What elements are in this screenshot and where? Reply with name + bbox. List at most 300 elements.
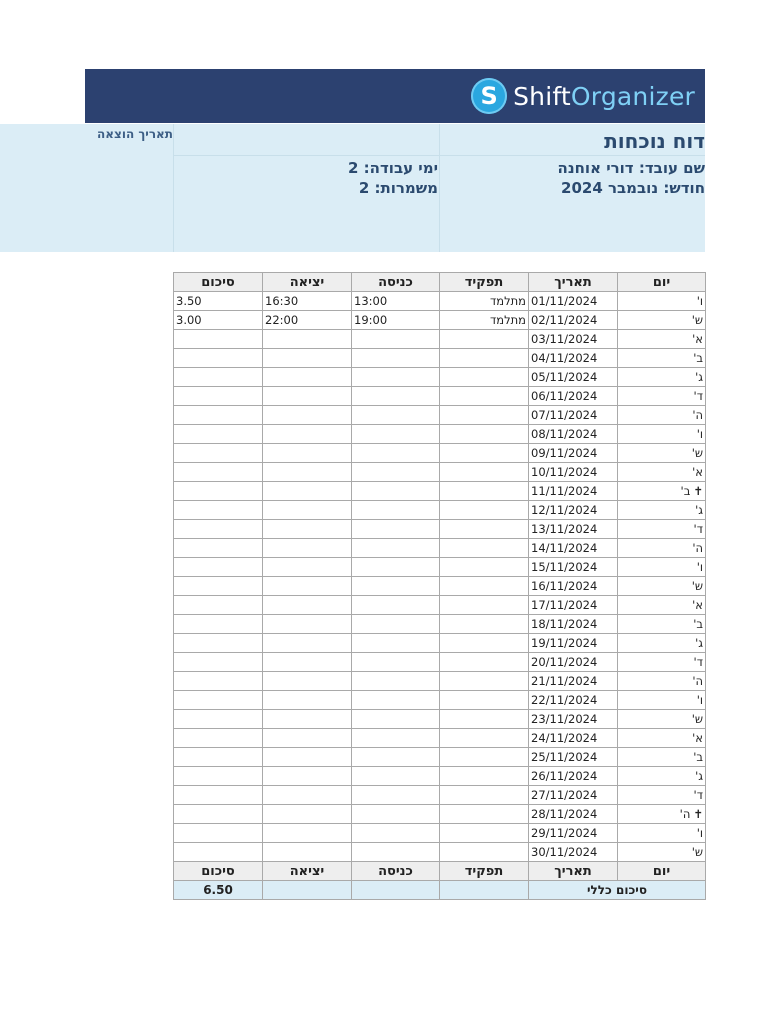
cell-role-text: מתלמד (490, 313, 526, 327)
cell-date-text: 02/11/2024 (531, 313, 598, 327)
cell-date-text: 20/11/2024 (531, 655, 598, 669)
shiftorganizer-logo (471, 77, 695, 115)
cell-date-text: 16/11/2024 (531, 579, 598, 593)
cell-in (352, 710, 440, 729)
cell-role (440, 387, 529, 406)
cell-date (529, 368, 618, 387)
attendance-table (173, 272, 706, 900)
table-row (174, 425, 706, 444)
cell-day-text: ש' (691, 446, 703, 460)
cell-day (618, 843, 706, 862)
cell-out (263, 824, 352, 843)
cell-sum (174, 330, 263, 349)
cell-in (352, 444, 440, 463)
table-row (174, 615, 706, 634)
cell-date (529, 463, 618, 482)
cell-sum (174, 539, 263, 558)
cell-day (618, 710, 706, 729)
cell-in (352, 653, 440, 672)
cell-day (618, 387, 706, 406)
divider (439, 124, 440, 252)
cell-day-text: ג' (695, 636, 703, 650)
cell-date (529, 615, 618, 634)
cell-date (529, 425, 618, 444)
cell-role (440, 463, 529, 482)
cell-role (440, 634, 529, 653)
cell-out (263, 767, 352, 786)
cell-role (440, 349, 529, 368)
cell-date-text: 22/11/2024 (531, 693, 598, 707)
total-label: סיכום כללי (529, 881, 706, 900)
cell-date (529, 843, 618, 862)
cell-sum (174, 824, 263, 843)
cell-role (440, 748, 529, 767)
logo-s-icon: S (471, 78, 507, 114)
cell-day-text: ה' (692, 408, 703, 422)
cell-sum (174, 501, 263, 520)
cell-day-text: ה' (679, 807, 691, 821)
cell-in (352, 729, 440, 748)
cell-out (263, 444, 352, 463)
total-out-cell (263, 881, 352, 900)
cell-day (618, 349, 706, 368)
cell-day-text: ש' (691, 579, 703, 593)
cell-out (263, 843, 352, 862)
col-header-sum: סיכום (174, 273, 263, 292)
cell-role (440, 292, 529, 311)
cell-date-text: 14/11/2024 (531, 541, 598, 555)
cell-out (263, 596, 352, 615)
cell-date (529, 653, 618, 672)
cell-role (440, 596, 529, 615)
cell-day-text: ו' (696, 560, 703, 574)
cell-out-text: 22:00 (265, 313, 299, 327)
table-row (174, 672, 706, 691)
cell-in (352, 539, 440, 558)
cell-in (352, 824, 440, 843)
cell-out (263, 672, 352, 691)
cell-in (352, 463, 440, 482)
cell-sum (174, 558, 263, 577)
cell-in (352, 577, 440, 596)
cell-day-text: ב' (693, 617, 703, 631)
cell-role (440, 691, 529, 710)
cell-in (352, 558, 440, 577)
cell-in (352, 349, 440, 368)
cell-role (440, 805, 529, 824)
cell-date-text: 23/11/2024 (531, 712, 598, 726)
cell-date-text: 12/11/2024 (531, 503, 598, 517)
cell-day-text: ד' (693, 655, 703, 669)
cell-date (529, 691, 618, 710)
cell-in (352, 330, 440, 349)
cell-role (440, 368, 529, 387)
table-row (174, 501, 706, 520)
cell-date (529, 634, 618, 653)
cell-date (529, 520, 618, 539)
cell-day (618, 292, 706, 311)
cell-day (618, 596, 706, 615)
cell-day-text: ד' (693, 522, 703, 536)
cell-date (529, 501, 618, 520)
cell-out (263, 425, 352, 444)
cell-date (529, 558, 618, 577)
cell-sum (174, 596, 263, 615)
col-header-day: יום (618, 273, 706, 292)
cell-out (263, 349, 352, 368)
cell-role (440, 577, 529, 596)
cell-role (440, 710, 529, 729)
col-header-role: תפקיד (440, 273, 529, 292)
cell-day (618, 824, 706, 843)
table-row (174, 767, 706, 786)
cell-role-text: מתלמד (490, 294, 526, 308)
cell-sum (174, 805, 263, 824)
cell-day (618, 691, 706, 710)
cell-day (618, 501, 706, 520)
cell-sum (174, 482, 263, 501)
cell-date (529, 539, 618, 558)
cell-date-text: 01/11/2024 (531, 294, 598, 308)
table-row (174, 311, 706, 330)
cell-out (263, 387, 352, 406)
cell-out (263, 729, 352, 748)
cell-sum (174, 710, 263, 729)
cell-in (352, 425, 440, 444)
cell-date-text: 18/11/2024 (531, 617, 598, 631)
cell-role (440, 406, 529, 425)
total-row (174, 881, 706, 900)
cell-date (529, 729, 618, 748)
cell-out (263, 710, 352, 729)
cell-day (618, 425, 706, 444)
employee-name: שם עובד: דורי אוחנה (557, 159, 705, 177)
total-sum: 6.50 (174, 881, 263, 900)
cell-day (618, 615, 706, 634)
cell-role (440, 444, 529, 463)
cell-day (618, 729, 706, 748)
cell-role (440, 539, 529, 558)
cell-sum (174, 463, 263, 482)
cell-sum (174, 672, 263, 691)
cell-day (618, 748, 706, 767)
cell-in (352, 482, 440, 501)
cell-date (529, 748, 618, 767)
cell-date (529, 596, 618, 615)
logo-wordmark: ShiftOrganizer (513, 81, 695, 111)
table-row (174, 748, 706, 767)
table-row (174, 463, 706, 482)
table-header-row (174, 273, 706, 292)
cell-date-text: 26/11/2024 (531, 769, 598, 783)
cell-day (618, 653, 706, 672)
cell-date-text: 21/11/2024 (531, 674, 598, 688)
cell-day (618, 805, 706, 824)
cell-date-text: 29/11/2024 (531, 826, 598, 840)
table-row (174, 520, 706, 539)
cell-out (263, 558, 352, 577)
table-row (174, 292, 706, 311)
col-footer-day: יום (618, 862, 706, 881)
cell-in (352, 615, 440, 634)
cell-role (440, 311, 529, 330)
table-row (174, 368, 706, 387)
cell-sum (174, 368, 263, 387)
cell-out (263, 482, 352, 501)
cell-day (618, 558, 706, 577)
cell-sum (174, 748, 263, 767)
cell-sum (174, 843, 263, 862)
cell-day-text: ש' (691, 313, 703, 327)
cell-out (263, 634, 352, 653)
cell-date-text: 11/11/2024 (531, 484, 598, 498)
table-row (174, 349, 706, 368)
cell-date-text: 25/11/2024 (531, 750, 598, 764)
cell-day-text: ב' (693, 750, 703, 764)
cell-out (263, 311, 352, 330)
cell-role (440, 767, 529, 786)
col-footer-out: יציאה (263, 862, 352, 881)
cell-role (440, 786, 529, 805)
cell-in (352, 406, 440, 425)
col-footer-date: תאריך (529, 862, 618, 881)
cell-sum (174, 615, 263, 634)
cell-day (618, 406, 706, 425)
cell-day-text: א' (692, 465, 703, 479)
col-footer-role: תפקיד (440, 862, 529, 881)
work-days: ימי עבודה: 2 (348, 159, 438, 177)
cell-day (618, 634, 706, 653)
cell-in (352, 748, 440, 767)
cell-out (263, 691, 352, 710)
cell-day-text: ו' (696, 693, 703, 707)
cell-date-text: 09/11/2024 (531, 446, 598, 460)
cell-in (352, 672, 440, 691)
cell-sum (174, 387, 263, 406)
cell-day-text: א' (692, 731, 703, 745)
cell-sum (174, 767, 263, 786)
table-row (174, 387, 706, 406)
table-footer-header-row (174, 862, 706, 881)
cell-in (352, 596, 440, 615)
cell-date (529, 292, 618, 311)
cell-sum (174, 786, 263, 805)
cell-out (263, 748, 352, 767)
cell-out (263, 501, 352, 520)
issue-date-label: תאריך הוצאה (97, 127, 173, 141)
cell-sum (174, 729, 263, 748)
cell-date-text: 10/11/2024 (531, 465, 598, 479)
cell-date (529, 786, 618, 805)
cell-day-text: ה' (692, 674, 703, 688)
cell-day-text: ד' (693, 788, 703, 802)
cell-date (529, 805, 618, 824)
cell-date (529, 349, 618, 368)
cell-day (618, 482, 706, 501)
cell-date-text: 03/11/2024 (531, 332, 598, 346)
cell-sum-text: 3.00 (176, 313, 202, 327)
cell-out-text: 16:30 (265, 294, 299, 308)
table-row (174, 786, 706, 805)
cell-day-text: ו' (696, 826, 703, 840)
cell-date (529, 767, 618, 786)
cell-sum (174, 406, 263, 425)
table-row (174, 539, 706, 558)
cell-day (618, 520, 706, 539)
cell-date (529, 311, 618, 330)
cell-date-text: 30/11/2024 (531, 845, 598, 859)
col-header-out: יציאה (263, 273, 352, 292)
table-row (174, 710, 706, 729)
cell-sum (174, 691, 263, 710)
cell-in (352, 368, 440, 387)
cell-day (618, 577, 706, 596)
cell-day-text: ו' (696, 427, 703, 441)
cell-date-text: 27/11/2024 (531, 788, 598, 802)
cell-date-text: 05/11/2024 (531, 370, 598, 384)
cell-role (440, 482, 529, 501)
col-header-in: כניסה (352, 273, 440, 292)
holiday-cross-icon: ✝ (693, 807, 703, 821)
cell-day-text: א' (692, 598, 703, 612)
shifts-count: משמרות: 2 (358, 179, 438, 197)
cell-in (352, 691, 440, 710)
cell-out (263, 292, 352, 311)
cell-date (529, 672, 618, 691)
cell-role (440, 425, 529, 444)
cell-in (352, 767, 440, 786)
cell-sum (174, 292, 263, 311)
cell-day-text: ש' (691, 712, 703, 726)
table-row (174, 805, 706, 824)
cell-in (352, 634, 440, 653)
cell-day (618, 767, 706, 786)
cell-out (263, 577, 352, 596)
cell-in-text: 19:00 (354, 313, 388, 327)
cell-role (440, 653, 529, 672)
cell-day (618, 539, 706, 558)
table-row (174, 843, 706, 862)
cell-in (352, 311, 440, 330)
table-row (174, 577, 706, 596)
header-banner (85, 69, 705, 123)
report-info-panel (85, 124, 705, 252)
cell-date (529, 330, 618, 349)
cell-day-text: ה' (692, 541, 703, 555)
cell-date-text: 19/11/2024 (531, 636, 598, 650)
cell-role (440, 615, 529, 634)
cell-out (263, 520, 352, 539)
cell-day-text: ש' (691, 845, 703, 859)
cell-sum (174, 444, 263, 463)
cell-date (529, 710, 618, 729)
cell-sum (174, 311, 263, 330)
table-row (174, 406, 706, 425)
cell-date (529, 824, 618, 843)
cell-day-text: ג' (695, 370, 703, 384)
cell-date (529, 482, 618, 501)
cell-out (263, 615, 352, 634)
table-row (174, 558, 706, 577)
cell-sum-text: 3.50 (176, 294, 202, 308)
col-footer-sum: סיכום (174, 862, 263, 881)
table-row (174, 824, 706, 843)
cell-out (263, 368, 352, 387)
report-title: דוח נוכחות (604, 129, 705, 153)
col-header-date: תאריך (529, 273, 618, 292)
cell-day-text: ו' (696, 294, 703, 308)
cell-day-text: ד' (693, 389, 703, 403)
cell-sum (174, 520, 263, 539)
cell-role (440, 501, 529, 520)
cell-out (263, 406, 352, 425)
cell-sum (174, 349, 263, 368)
cell-out (263, 330, 352, 349)
table-row (174, 330, 706, 349)
table-row (174, 444, 706, 463)
info-panel-left (0, 124, 85, 252)
cell-day-text: ג' (695, 503, 703, 517)
cell-role (440, 558, 529, 577)
cell-role (440, 520, 529, 539)
cell-out (263, 463, 352, 482)
total-in-cell (352, 881, 440, 900)
cell-day (618, 463, 706, 482)
cell-in (352, 501, 440, 520)
cell-date (529, 444, 618, 463)
cell-out (263, 653, 352, 672)
cell-day-text: ב' (693, 351, 703, 365)
cell-in (352, 843, 440, 862)
col-footer-in: כניסה (352, 862, 440, 881)
cell-date-text: 15/11/2024 (531, 560, 598, 574)
table-row (174, 691, 706, 710)
cell-date-text: 08/11/2024 (531, 427, 598, 441)
cell-sum (174, 425, 263, 444)
divider (173, 155, 705, 156)
cell-day-text: ב' (680, 484, 691, 498)
cell-out (263, 539, 352, 558)
cell-day (618, 444, 706, 463)
cell-day (618, 330, 706, 349)
cell-day (618, 368, 706, 387)
cell-date (529, 577, 618, 596)
cell-role (440, 843, 529, 862)
cell-in (352, 292, 440, 311)
cell-in (352, 387, 440, 406)
cell-out (263, 805, 352, 824)
cell-date-text: 06/11/2024 (531, 389, 598, 403)
table-row (174, 653, 706, 672)
total-role-cell (440, 881, 529, 900)
cell-role (440, 729, 529, 748)
cell-day-text: א' (692, 332, 703, 346)
cell-day-text: ג' (695, 769, 703, 783)
table-row (174, 634, 706, 653)
cell-role (440, 330, 529, 349)
cell-sum (174, 634, 263, 653)
cell-date-text: 28/11/2024 (531, 807, 598, 821)
cell-out (263, 786, 352, 805)
cell-in-text: 13:00 (354, 294, 388, 308)
table-row (174, 596, 706, 615)
cell-role (440, 824, 529, 843)
cell-sum (174, 653, 263, 672)
table-row (174, 482, 706, 501)
cell-date (529, 387, 618, 406)
cell-date (529, 406, 618, 425)
cell-in (352, 786, 440, 805)
